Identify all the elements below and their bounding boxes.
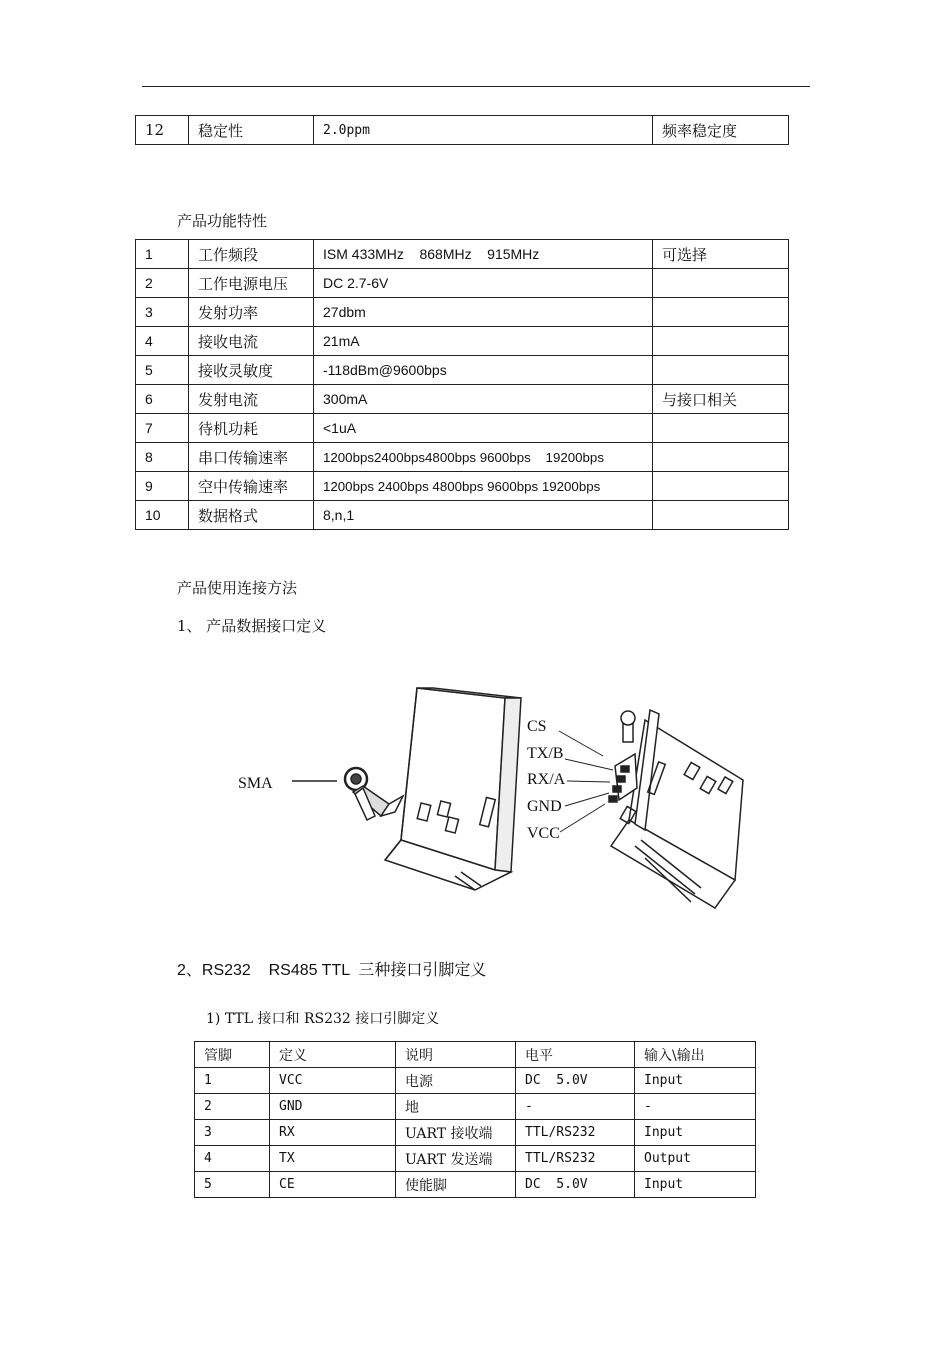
table-row: [136, 327, 789, 356]
table-row: [136, 501, 789, 530]
header-io: 输入\输出: [635, 1042, 756, 1068]
row-note: [653, 298, 789, 327]
row-value: <1uA: [314, 414, 653, 443]
row-number: 6: [136, 385, 189, 414]
features-table: [135, 239, 789, 530]
row-note: [653, 472, 789, 501]
table-row: [136, 240, 789, 269]
sma-connector-drawing: [345, 768, 403, 820]
row-note: [653, 269, 789, 298]
row-value: 300mA: [314, 385, 653, 414]
header-pin: 管脚: [195, 1042, 270, 1068]
pin-level: TTL/RS232: [516, 1120, 635, 1146]
row-value: 1200bps2400bps4800bps 9600bps 19200bps: [314, 443, 653, 472]
connection-title: 产品使用连接方法: [177, 579, 298, 597]
row-note: [653, 327, 789, 356]
row-value: 2.0ppm: [314, 116, 653, 145]
row-item: 工作频段: [189, 240, 314, 269]
table-row: [195, 1120, 756, 1146]
row-item: 待机功耗: [189, 414, 314, 443]
row-item: 数据格式: [189, 501, 314, 530]
row-item: 工作电源电压: [189, 269, 314, 298]
pin-number: 1: [195, 1068, 270, 1094]
row-value: DC 2.7-6V: [314, 269, 653, 298]
txb-label: TX/B: [527, 745, 564, 762]
pin-level: DC 5.0V: [516, 1068, 635, 1094]
pin-io: -: [635, 1094, 756, 1120]
table-row: [136, 472, 789, 501]
sma-label: SMA: [238, 775, 273, 792]
row-number: 2: [136, 269, 189, 298]
row-value: 1200bps 2400bps 4800bps 9600bps 19200bps: [314, 472, 653, 501]
table-row: [136, 443, 789, 472]
table-row: [136, 298, 789, 327]
pin-description: 使能脚: [396, 1172, 516, 1198]
pin-definition: TX: [270, 1146, 396, 1172]
pin-description: 地: [396, 1094, 516, 1120]
row-number: 5: [136, 356, 189, 385]
row-number: 10: [136, 501, 189, 530]
pin-description: UART 接收端: [396, 1120, 516, 1146]
row-value: 27dbm: [314, 298, 653, 327]
step2-heading: 2、RS232 RS485 TTL 三种接口引脚定义: [177, 962, 487, 979]
row-value: ISM 433MHz 868MHz 915MHz: [314, 240, 653, 269]
row-note: [653, 414, 789, 443]
table-row: [136, 385, 789, 414]
pin-number: 2: [195, 1094, 270, 1120]
vcc-label: VCC: [527, 825, 560, 842]
row-item: 接收电流: [189, 327, 314, 356]
header-definition: 定义: [270, 1042, 396, 1068]
table-header-row: [195, 1042, 756, 1068]
table-row: [195, 1146, 756, 1172]
cs-label: CS: [527, 718, 547, 735]
row-number: 3: [136, 298, 189, 327]
pin-number: 4: [195, 1146, 270, 1172]
pin-definition: CE: [270, 1172, 396, 1198]
table-row: [136, 269, 789, 298]
pin-io: Input: [635, 1068, 756, 1094]
row-item: 发射功率: [189, 298, 314, 327]
row-number: 4: [136, 327, 189, 356]
row-item: 空中传输速率: [189, 472, 314, 501]
table-row: [136, 356, 789, 385]
gnd-label: GND: [527, 798, 562, 815]
row-note: [653, 443, 789, 472]
left-module-drawing: [385, 688, 521, 890]
module-figure: [225, 680, 770, 920]
row-number: 1: [136, 240, 189, 269]
header-rule: [142, 86, 810, 87]
table-row: [195, 1094, 756, 1120]
pin-description: 电源: [396, 1068, 516, 1094]
right-module-drawing: [609, 710, 743, 908]
pin-definition: VCC: [270, 1068, 396, 1094]
table-row: [136, 414, 789, 443]
stability-table: [135, 115, 789, 145]
pin-description: UART 发送端: [396, 1146, 516, 1172]
row-item: 接收灵敏度: [189, 356, 314, 385]
row-value: -118dBm@9600bps: [314, 356, 653, 385]
rxa-label: RX/A: [527, 771, 566, 788]
pin-io: Input: [635, 1172, 756, 1198]
pin-level: -: [516, 1094, 635, 1120]
table-row: [136, 116, 789, 145]
row-note: [653, 501, 789, 530]
row-note: 频率稳定度: [653, 116, 789, 145]
pin-definition: RX: [270, 1120, 396, 1146]
ttl-rs232-subheading: 1) TTL 接口和 RS232 接口引脚定义: [206, 1011, 440, 1027]
table-row: [195, 1068, 756, 1094]
pin-level: DC 5.0V: [516, 1172, 635, 1198]
row-number: 12: [136, 116, 189, 145]
table-row: [195, 1172, 756, 1198]
pin-level: TTL/RS232: [516, 1146, 635, 1172]
pin-number: 5: [195, 1172, 270, 1198]
module-illustration: [225, 680, 770, 920]
pin-definition: GND: [270, 1094, 396, 1120]
pin-io: Output: [635, 1146, 756, 1172]
step1-heading: 1、 产品数据接口定义: [177, 617, 327, 635]
pin-io: Input: [635, 1120, 756, 1146]
row-number: 8: [136, 443, 189, 472]
row-number: 7: [136, 414, 189, 443]
row-note: 可选择: [653, 240, 789, 269]
pin-table: [194, 1041, 756, 1198]
row-note: 与接口相关: [653, 385, 789, 414]
row-value: 8,n,1: [314, 501, 653, 530]
row-number: 9: [136, 472, 189, 501]
header-description: 说明: [396, 1042, 516, 1068]
row-item: 稳定性: [189, 116, 314, 145]
row-value: 21mA: [314, 327, 653, 356]
features-title: 产品功能特性: [177, 212, 268, 230]
row-note: [653, 356, 789, 385]
pin-number: 3: [195, 1120, 270, 1146]
header-level: 电平: [516, 1042, 635, 1068]
row-item: 串口传输速率: [189, 443, 314, 472]
row-item: 发射电流: [189, 385, 314, 414]
